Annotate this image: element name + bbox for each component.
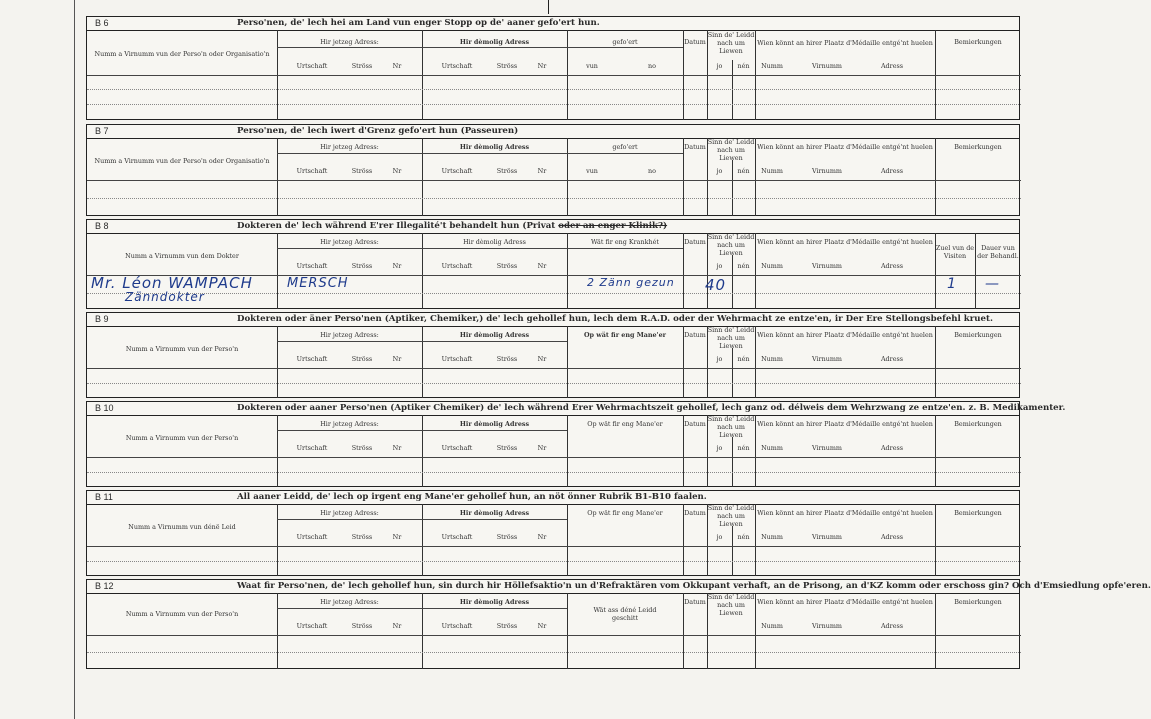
col-old-address-label: Hir dèmolig Adress: [459, 509, 530, 517]
col-current-address-label: Hir jetzeg Adress:: [320, 598, 379, 606]
section-b10: B 10 Dokteren oder aaner Perso'nen (Aptiker Chemiker) de' lech während Erer Wehrmachtszeit gehollef, lech ganz od. délweis dem Wehrzwang ze entze'en. z. B. Medikamenter. Numm a Virnumm vun der Perso'n Hir jetzeg Adress: Hir dèmolig Adress Op wät fir eng Mane'er Datum Sinn de' Leidd nach um Liewen Wien könnt an hirer Plaatz d'Médaille entgé'nt huelen Bemierkungen Urtschaft Ströss Nr Urtschaft Ströss Nr jo nén Numm Virnumm Adress: [86, 401, 1020, 487]
col-datum-label: Datum: [684, 38, 706, 46]
section-b7: B 7 Perso'nen, de' lech iwert d'Grenz gefo'ert hun (Passeuren) Numm a Virnumm vun der Perso'n oder Organisatio'n Hir jetzeg Adress: Hir dèmolig Adress gefo'ert Datum Sinn de' Leidd nach um Liewen Wien könnt an hirer Plaatz d'Médaille entgé'nt huelen Bemierkungen Urtschaft Ströss Nr Urtschaft Ströss Nr vun no jo nén Numm Virnumm Adress: [86, 124, 1020, 216]
col-datum-label: Datum: [684, 420, 706, 428]
col-alive-label: Sinn de' Leidd nach um Liewen: [707, 31, 755, 55]
section-heading: Dokteren de' lech während E'rer Illegalité't behandelt hun (Privat oder an enger Klinik?): [237, 221, 668, 231]
section-title-bar: [87, 491, 1019, 505]
col-datum-label: Datum: [684, 143, 706, 151]
section-code: B 12: [95, 581, 114, 591]
section-b8: B 8 Dokteren de' lech während E'rer Illegalité't behandelt hun (Privat oder an enger Klinik?) Numm a Virnumm vun dem Dokter Hir jetzeg Adress: Hir dèmolig Adress Wät fir eng Krankhét Datum Sinn de' Leidd nach um Liewen Wien könnt an hirer Plaatz d'Médaille entgé'nt huelen Zuel vun de Visiten Dauer vun der Behandl. Urtschaft Ströss Nr Urtschaft Ströss Nr jo nén Numm Virnumm Adress Mr. Léon WAMPACH Zänndokter MERSCH 2 Zänn gezun 40 1 —: [86, 219, 1020, 309]
section-code: B 6: [95, 18, 109, 28]
section-b6: B 6 Perso'nen, de' lech hei am Land vun enger Stopp op de' aaner gefo'ert hun. Numm a Virnumm vun der Perso'n oder Organisatio'n Hir jetzeg Adress: Hir dèmolig Adress gefo'ert Datum Sinn de' Leidd nach um Liewen Wien könnt an hirer Plaatz d'Médaille entgé'nt huelen Bemierkungen Urtschaft Ströss Nr Urtschaft Ströss Nr vun no jo nén Numm Virnumm Adress: [86, 16, 1020, 120]
section-title-bar: [87, 17, 1019, 31]
section-code: B 7: [95, 126, 109, 136]
col-datum-label: Datum: [684, 238, 706, 246]
section-b11: B 11 All aaner Leidd, de' lech op irgent eng Mane'er gehollef hun, an nöt önner Rubrik B1-B10 faalen. Numm a Virnumm vun dénë Leid Hir jetzeg Adress: Hir dèmolig Adress Op wät fir eng Mane'er Datum Sinn de' Leidd nach um Liewen Wien könnt an hirer Plaatz d'Médaille entgé'nt huelen Bemierkungen Urtschaft Ströss Nr Urtschaft Ströss Nr jo nén Numm Virnumm Adress: [86, 490, 1020, 576]
col-alive-label: Sinn de' Leidd nach um Liewen: [707, 138, 755, 162]
handwritten-visits: 1: [947, 276, 957, 292]
col-remarks-label: Bemierkungen: [954, 420, 1002, 428]
col-name-label: Numm a Virnumm vun dénë Leid: [128, 523, 236, 531]
col-alive-label: Sinn de' Leidd nach um Liewen: [707, 593, 755, 617]
col-current-address-label: Hir jetzeg Adress:: [320, 238, 379, 246]
section-heading: Perso'nen, de' lech iwert d'Grenz gefo'ert hun (Passeuren): [237, 126, 519, 136]
col-old-address-label: Hir dèmolig Adress: [459, 38, 530, 46]
section-title-bar: [87, 402, 1066, 416]
section-heading: Dokteren oder aaner Perso'nen (Aptiker Chemiker) de' lech während Erer Wehrmachtszeit gehollef, lech ganz od. délweis dem Wehrzwang ze entze'en. z. B. Medikamenter.: [237, 403, 1066, 413]
col-remarks-label: Bemierkungen: [954, 509, 1002, 517]
section-heading: Perso'nen, de' lech hei am Land vun enger Stopp op de' aaner gefo'ert hun.: [237, 18, 600, 28]
col-alive-label: Sinn de' Leidd nach um Liewen: [707, 504, 755, 528]
col-remarks-label: Bemierkungen: [954, 143, 1002, 151]
handwritten-locality: MERSCH: [287, 276, 349, 291]
margin-line: [74, 0, 75, 719]
col-medal-label: Wien könnt an hirer Plaatz d'Médaille entgé'nt huelen: [757, 39, 933, 47]
col-name-label: Numm a Virnumm vun der Perso'n oder Organisatio'n: [94, 50, 270, 58]
col-alive-label: Sinn de' Leidd nach um Liewen: [707, 326, 755, 350]
col-manner-label: Op wät fir eng Mane'er: [587, 509, 663, 517]
section-code: B 8: [95, 221, 109, 231]
section-title-bar: [87, 580, 1151, 594]
section-heading: Dokteren oder äner Perso'nen (Aptiker, Chemiker,) de' lech gehollef hun, lech dem R.A.D. oder der Wehrmacht ze entze'en, ir Der Ere Stellongsbefehl kruet.: [237, 314, 993, 324]
col-alive-label: Sinn de' Leidd nach um Liewen: [707, 415, 755, 439]
col-visits-label: Zuel vun de Visiten: [935, 244, 975, 260]
section-b12: B 12 Waat fir Perso'nen, de' lech gehollef hun, sin durch hir Höllefsaktio'n un d'Refraktären vom Okkupant verhaft, an de Prisong, an d'KZ komm oder erschoss gin? Och d'Emsiedlung opfe'eren. Numm a Virnumm vun der Perso'n Hir jetzeg Adress: Hir dèmolig Adress Wät ass déné Leidd geschitt Datum Sinn de' Leidd nach um Liewen Wien könnt an hirer Plaatz d'Médaille entgé'nt huelen Bemierkungen Urtschaft Ströss Nr Urtschaft Ströss Nr Numm Virnumm Adress: [86, 579, 1020, 669]
col-old-address-label: Hir dèmolig Adress: [463, 238, 526, 246]
section-heading: All aaner Leidd, de' lech op irgent eng Mane'er gehollef hun, an nöt önner Rubrik B1-B10 faalen.: [237, 492, 707, 502]
col-old-address-label: Hir dèmolig Adress: [459, 598, 530, 606]
section-code: B 10: [95, 403, 114, 413]
col-what-happened-label: Wät ass déné Leidd geschitt: [593, 606, 657, 622]
col-medal-label: Wien könnt an hirer Plaatz d'Médaille entgé'nt huelen: [757, 420, 933, 428]
section-code: B 11: [95, 492, 113, 502]
col-current-address-label: Hir jetzeg Adress:: [320, 38, 379, 46]
col-old-address-label: Hir dèmolig Adress: [459, 331, 530, 339]
col-medal-label: Wien könnt an hirer Plaatz d'Médaille entgé'nt huelen: [757, 509, 933, 517]
col-name-label: Numm a Virnumm vun der Perso'n: [125, 345, 239, 353]
col-duration-label: Dauer vun der Behandl.: [977, 244, 1019, 260]
col-manner-label: Op wät fir eng Mane'er: [583, 331, 667, 339]
col-medal-label: Wien könnt an hirer Plaatz d'Médaille entgé'nt huelen: [757, 238, 933, 246]
col-current-address-label: Hir jetzeg Adress:: [320, 143, 379, 151]
col-current-address-label: Hir jetzeg Adress:: [320, 420, 379, 428]
col-illness-label: Wät fir eng Krankhét: [591, 238, 659, 246]
col-remarks-label: Bemierkungen: [954, 38, 1002, 46]
col-manner-label: Op wät fir eng Mane'er: [587, 420, 663, 428]
col-old-address-label: Hir dèmolig Adress: [459, 420, 530, 428]
handwritten-duration: —: [985, 276, 1000, 292]
section-heading: Waat fir Perso'nen, de' lech gehollef hun, sin durch hir Höllefsaktio'n un d'Refraktären vom Okkupant verhaft, an de Prisong, an d'KZ komm oder erschoss gin? Och d'Emsiedlung opfe'eren.: [237, 581, 1151, 591]
col-current-address-label: Hir jetzeg Adress:: [320, 331, 379, 339]
col-medal-label: Wien könnt an hirer Plaatz d'Médaille entgé'nt huelen: [757, 598, 933, 606]
section-title-bar: [87, 125, 1019, 139]
col-datum-label: Datum: [684, 331, 706, 339]
col-name-label: Numm a Virnumm vun dem Dokter: [125, 252, 239, 260]
col-name-label: Numm a Virnumm vun der Perso'n: [125, 434, 239, 442]
handwritten-date: 40: [705, 276, 727, 294]
handwritten-illness: 2 Zänn gezun: [587, 276, 675, 289]
col-remarks-label: Bemierkungen: [954, 331, 1002, 339]
col-current-address-label: Hir jetzeg Adress:: [320, 509, 379, 517]
struck-text: oder an enger Klinik?): [558, 221, 668, 231]
col-datum-label: Datum: [684, 598, 706, 606]
section-b9: B 9 Dokteren oder äner Perso'nen (Aptiker, Chemiker,) de' lech gehollef hun, lech dem R.A.D. oder der Wehrmacht ze entze'en, ir Der Ere Stellongsbefehl kruet. Numm a Virnumm vun der Perso'n Hir jetzeg Adress: Hir dèmolig Adress Op wät fir eng Mane'er Datum Sinn de' Leidd nach um Liewen Wien könnt an hirer Plaatz d'Médaille entgé'nt huelen Bemierkungen Urtschaft Ströss Nr Urtschaft Ströss Nr jo nén Numm Virnumm Adress: [86, 312, 1020, 398]
col-name-label: Numm a Virnumm vun der Perso'n oder Organisatio'n: [94, 157, 270, 165]
col-medal-label: Wien könnt an hirer Plaatz d'Médaille entgé'nt huelen: [757, 331, 933, 339]
handwritten-doctor-title: Zänndokter: [125, 290, 205, 304]
col-alive-label: Sinn de' Leidd nach um Liewen: [707, 233, 755, 257]
col-remarks-label: Bemierkungen: [954, 598, 1002, 606]
col-mid-label: gefo'ert: [612, 143, 638, 151]
section-title-bar: [87, 220, 1019, 234]
section-title-bar: [87, 313, 1019, 327]
col-old-address-label: Hir dèmolig Adress: [459, 143, 530, 151]
col-mid-label: gefo'ert: [612, 38, 638, 46]
col-name-label: Numm a Virnumm vun der Perso'n: [125, 610, 239, 618]
fold-mark: [548, 0, 549, 14]
handwritten-doctor-name: Mr. Léon WAMPACH: [91, 274, 253, 292]
col-datum-label: Datum: [684, 509, 706, 517]
col-medal-label: Wien könnt an hirer Plaatz d'Médaille entgé'nt huelen: [757, 143, 933, 151]
section-code: B 9: [95, 314, 109, 324]
